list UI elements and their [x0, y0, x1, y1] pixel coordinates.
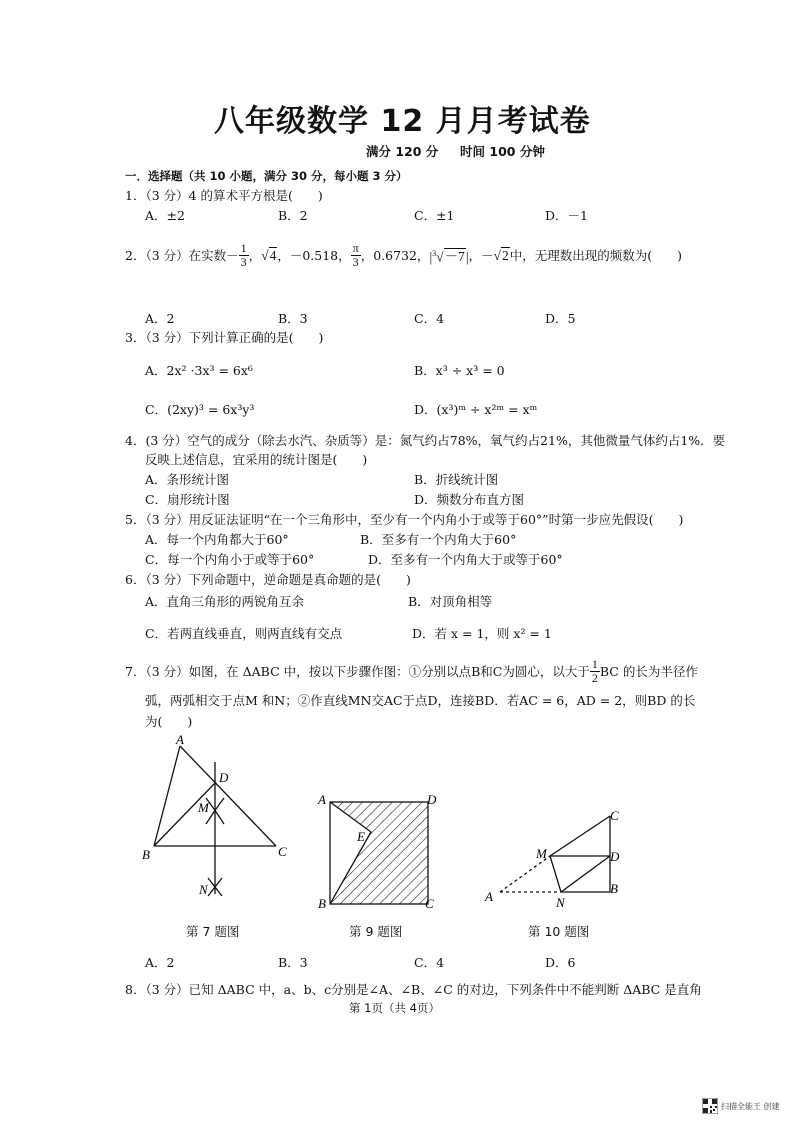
q1-option-a: A．±2: [145, 208, 185, 223]
exam-meta: 满分 120 分 时间 100 分钟: [366, 144, 545, 159]
fig10-line-mn: [550, 856, 561, 892]
fig7-label-n: N: [199, 882, 208, 897]
q2-sqrt2: √2: [493, 247, 509, 263]
q4-option-d: D．频数分布直方图: [414, 492, 525, 507]
fig10-line-nd: [561, 856, 610, 892]
fig7-label-a: A: [176, 732, 184, 747]
q5-option-c: C．每一个内角小于或等于60°: [145, 552, 315, 567]
q7-option-c: C．4: [414, 955, 445, 970]
q7-stem-line2: 弧，两弧相交于点M 和N；②作直线MN交AC于点D，连接BD．若AC = 6，AD = 2，则BD 的长: [145, 693, 696, 708]
q2-option-d: D．5: [545, 311, 576, 326]
q6-option-d: D．若 x = 1，则 x² = 1: [412, 626, 552, 641]
fig10-line-mc: [550, 816, 610, 856]
q2-stem-end: 中，无理数出现的频数为( ): [509, 247, 682, 263]
q3-option-b: B．x³ ÷ x³ = 0: [414, 363, 505, 378]
q4-stem-line1: 4．(3 分）空气的成分（除去水汽、杂质等）是：氮气约占78%，氧气约占21%，其他微量气体约占1%．要: [125, 433, 726, 448]
q2-option-b: B．3: [278, 311, 308, 326]
q3-option-c: C．(2xy)³ = 6x³y³: [145, 402, 255, 417]
q5-option-d: D．至多有一个内角大于或等于60°: [368, 552, 563, 567]
fig9-hatched-region: [330, 802, 428, 904]
q7-fraction: [590, 658, 600, 685]
page-footer: 第 1页（共 4页）: [349, 1001, 440, 1015]
q6-option-a: A．直角三角形的两锐角互余: [145, 594, 305, 609]
fig7-line-ac: [180, 746, 276, 846]
q1-option-b: B．2: [278, 208, 308, 223]
fig10-label-d: D: [610, 849, 620, 864]
frac-num: 1: [591, 657, 598, 671]
fig10-label-b: B: [610, 881, 618, 896]
fig10-label-n: N: [556, 895, 565, 908]
q7-option-b: B．3: [278, 955, 308, 970]
fig7-caption: 第 7 题图: [186, 924, 240, 939]
frac-den: 3: [240, 255, 247, 269]
q7-stem-line1: [125, 658, 698, 685]
section-heading: 一．选择题（共 10 小题，满分 30 分，每小题 3 分）: [125, 169, 408, 183]
fig7-label-d: D: [219, 770, 229, 785]
watermark-text: 扫描全能王 创建: [721, 1102, 780, 1111]
q2-pi-fraction: [351, 242, 361, 269]
q6-stem: 6．（3 分）下列命题中，逆命题是真命题的是( ): [125, 572, 411, 587]
q2-values: ，－0.518，: [277, 247, 351, 263]
fig9-label-b: B: [318, 896, 326, 911]
q7-option-d: D．6: [545, 955, 576, 970]
q4-option-b: B．折线统计图: [414, 472, 499, 487]
fig10-caption: 第 10 题图: [528, 924, 590, 939]
q2-stem-start: 2．（3 分）在实数－: [125, 247, 239, 263]
q1-option-d: D．－1: [545, 208, 588, 223]
frac-num: π: [352, 241, 359, 255]
q3-option-a: A．2x² ·3x³ = 6x⁶: [145, 363, 253, 378]
q4-option-a: A．条形统计图: [145, 472, 230, 487]
fig7-label-b: B: [142, 847, 150, 862]
q7-stem-line3: 为( ): [145, 714, 193, 729]
q2-sqrt4-val: 4: [269, 247, 277, 263]
fig10-label-c: C: [610, 808, 619, 823]
q3-option-d: D．(x³)ᵐ ÷ x²ᵐ = xᵐ: [414, 402, 538, 417]
q2-option-c: C．4: [414, 311, 445, 326]
q8-stem: 8．（3 分）已知 ΔABC 中，a、b、c分别是∠A、∠B、∠C 的对边，下列条件中不能判断 ΔABC 是直角: [125, 982, 702, 997]
page-title: 八年级数学 12 月月考试卷: [214, 104, 591, 139]
figure-7: [140, 732, 300, 902]
frac-den: 3: [352, 255, 359, 269]
fig10-dash-am: [500, 856, 550, 892]
figure-9: [315, 790, 440, 915]
fig7-line-ab: [154, 746, 180, 846]
fig9-caption: 第 9 题图: [349, 924, 403, 939]
cbrt-index: 3: [432, 248, 437, 258]
fig7-label-m: M: [198, 800, 209, 815]
fig9-label-d: D: [427, 792, 437, 807]
fig10-label-m: M: [536, 846, 547, 861]
fig7-label-c: C: [278, 844, 287, 859]
q5-option-b: B．至多有一个内角大于60°: [360, 532, 517, 547]
q2-sqrt2-val: 2: [501, 247, 509, 263]
q2-option-a: A．2: [145, 311, 175, 326]
q5-option-a: A．每一个内角都大于60°: [145, 532, 289, 547]
q4-option-c: C．扇形统计图: [145, 492, 230, 507]
q7-stem-part2: BC 的长为半径作: [599, 663, 698, 679]
qr-code-icon: [702, 1098, 718, 1114]
q2-cbrt-val: －7: [444, 249, 465, 265]
q2-sqrt4: √4: [261, 247, 277, 263]
q2-decimal: ，0.6732，: [360, 247, 430, 263]
frac-num: 1: [240, 241, 247, 255]
q2-fraction: [239, 242, 249, 269]
q1-option-c: C．±1: [414, 208, 455, 223]
q6-option-b: B．对顶角相等: [408, 594, 493, 609]
figure-10: [480, 808, 630, 908]
fig9-label-c: C: [425, 896, 434, 911]
q2-abs-cbrt: $|^3√-7|$: [429, 248, 469, 265]
q3-stem: 3．（3 分）下列计算正确的是( ): [125, 330, 324, 345]
fig10-label-a: A: [485, 889, 493, 904]
frac-den: 2: [591, 671, 598, 685]
q4-stem-line2: 反映上述信息，宜采用的统计图是( ): [145, 452, 368, 467]
q6-option-c: C．若两直线垂直，则两直线有交点: [145, 626, 343, 641]
q7-option-a: A．2: [145, 955, 175, 970]
q2-stem: 2．（3 分）在实数－ $\frac{1}{3}$ ， √4 ，－0.518， $\frac{\pi}{3}$ ，0.6732， $|^3√-7|$ ，－ √2 中，无理数出现的频数为( ): [125, 241, 682, 269]
q7-stem-part1: 7．（3 分）如图，在 ΔABC 中，按以下步骤作图：①分别以点B和C为圆心，以大于: [125, 663, 590, 679]
fig9-label-e: E: [357, 829, 365, 844]
q1-stem: 1．（3 分）4 的算术平方根是( ): [125, 188, 323, 203]
fig9-label-a: A: [318, 792, 326, 807]
q5-stem: 5．（3 分）用反证法证明“在一个三角形中，至少有一个内角小于或等于60°”时第一步应先假设( ): [125, 512, 684, 527]
